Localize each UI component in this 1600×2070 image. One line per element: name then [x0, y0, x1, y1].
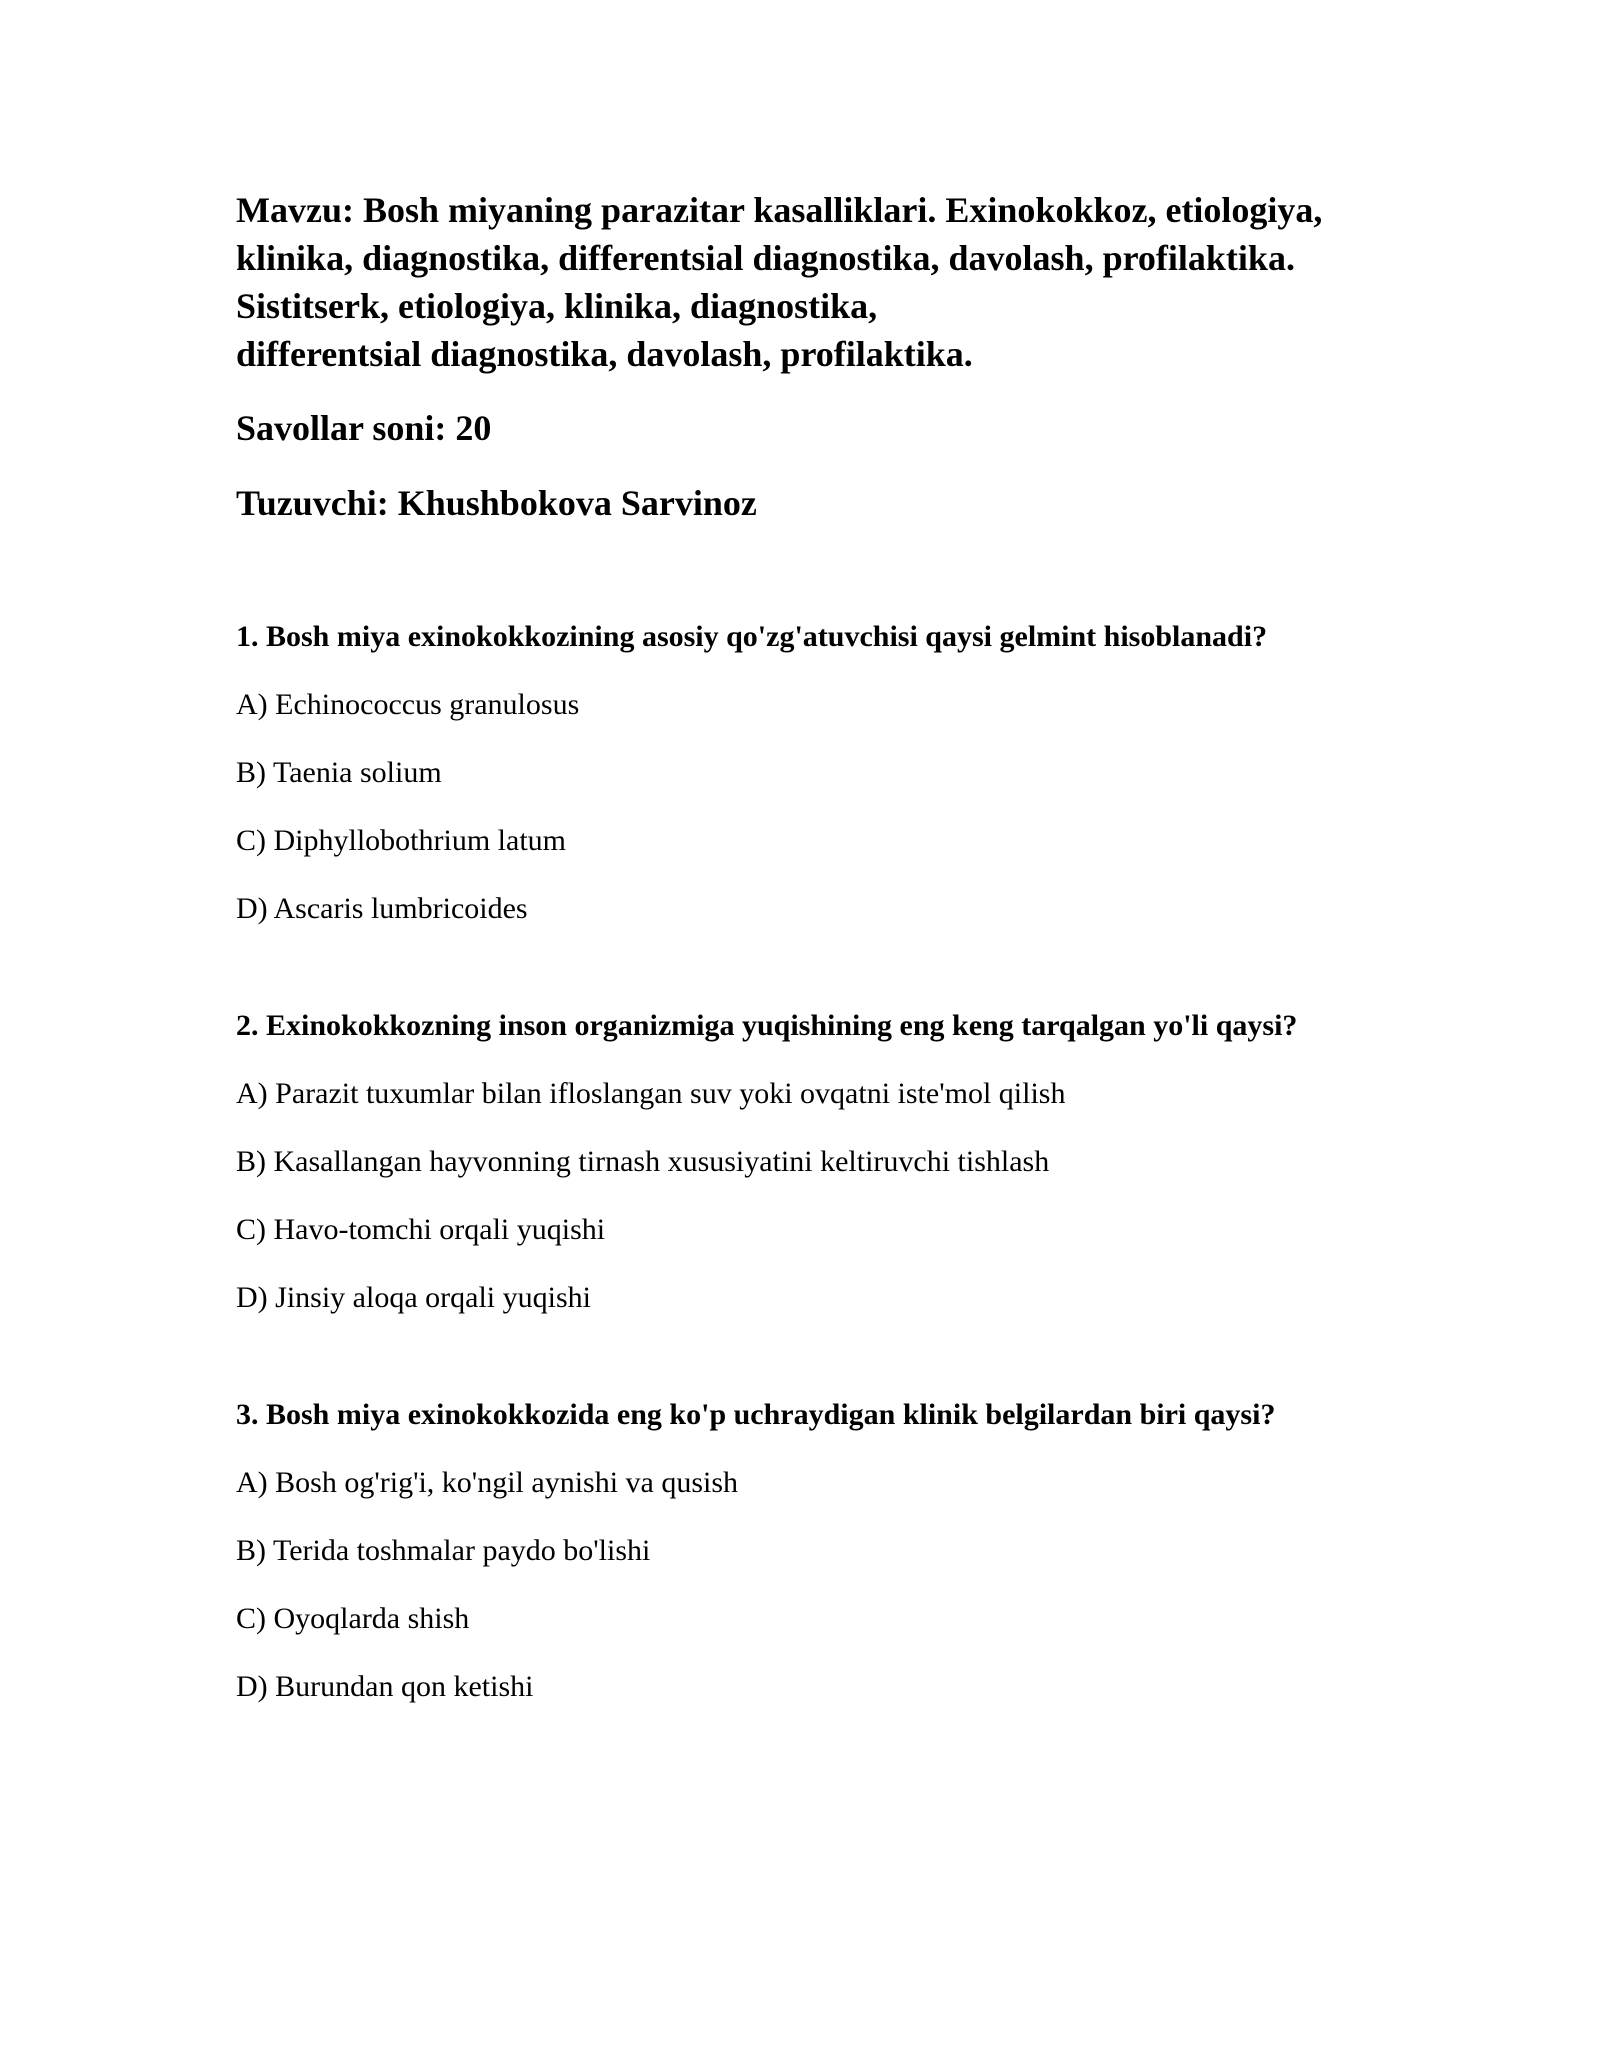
title-line: klinika, diagnostika, differentsial diagnostika, davolash, profilaktika.: [236, 238, 1295, 278]
title-line: Mavzu: Bosh miyaning parazitar kasalliklari. Exinokokkoz, etiologiya,: [236, 190, 1323, 230]
question-text: 2. Exinokokkozning inson organizmiga yuqishining eng keng tarqalgan yo'li qaysi?: [236, 1009, 1298, 1042]
answer-option-a: A) Echinococcus granulosus: [236, 688, 580, 721]
question-count: Savollar soni: 20: [236, 408, 492, 448]
title-line: Sistitserk, etiologiya, klinika, diagnostika,: [236, 286, 878, 326]
question-block: [236, 617, 1416, 929]
answer-option-a: A) Bosh og'rig'i, ko'ngil aynishi va qusish: [236, 1466, 739, 1499]
question-text: 1. Bosh miya exinokokkozining asosiy qo'zg'atuvchisi qaysi gelmint hisoblanadi?: [236, 620, 1268, 653]
question-block: [236, 1006, 1416, 1318]
answer-option-d: D) Jinsiy aloqa orqali yuqishi: [236, 1281, 591, 1314]
question-list: [236, 617, 1416, 1707]
answer-option-a: A) Parazit tuxumlar bilan ifloslangan suv yoki ovqatni iste'mol qilish: [236, 1077, 1066, 1110]
answer-option-c: C) Diphyllobothrium latum: [236, 824, 566, 857]
answer-option-b: B) Taenia solium: [236, 756, 442, 789]
question-text: 3. Bosh miya exinokokkozida eng ko'p uchraydigan klinik belgilardan biri qaysi?: [236, 1398, 1276, 1431]
answer-option-b: B) Terida toshmalar paydo bo'lishi: [236, 1534, 651, 1567]
document-content: [236, 186, 1416, 1784]
question-block: [236, 1395, 1416, 1707]
author: Tuzuvchi: Khushbokova Sarvinoz: [236, 483, 757, 523]
document-title: [236, 186, 1416, 378]
answer-option-b: B) Kasallangan hayvonning tirnash xususiyatini keltiruvchi tishlash: [236, 1145, 1050, 1178]
answer-option-c: C) Oyoqlarda shish: [236, 1602, 470, 1635]
title-line: differentsial diagnostika, davolash, profilaktika.: [236, 334, 973, 374]
answer-option-d: D) Ascaris lumbricoides: [236, 892, 528, 925]
answer-option-c: C) Havo-tomchi orqali yuqishi: [236, 1213, 606, 1246]
answer-option-d: D) Burundan qon ketishi: [236, 1670, 534, 1703]
